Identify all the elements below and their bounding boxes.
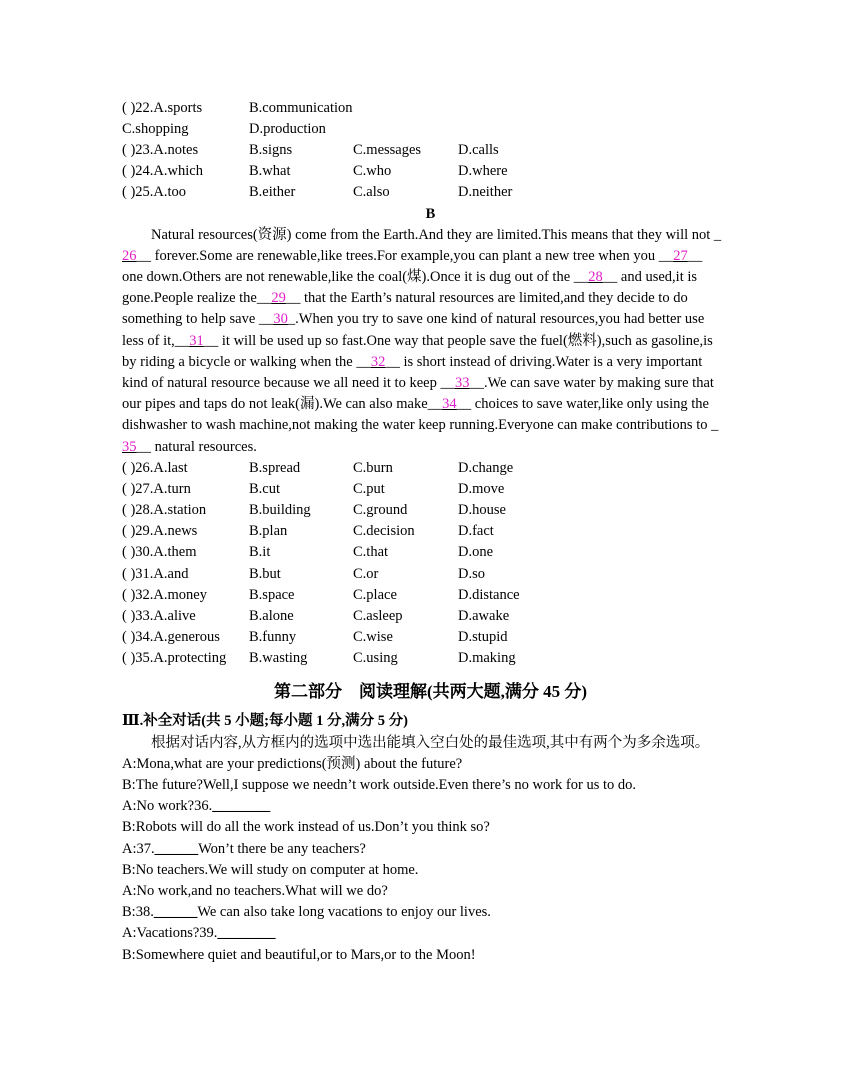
passage-line-5 <box>122 309 704 330</box>
option-b: B.spread <box>249 460 301 476</box>
dialogue-text: B:Somewhere quiet and beautiful,or to Mars,or to the Moon! <box>122 947 476 963</box>
option-b: B.plan <box>249 523 288 539</box>
blank-31: 31 <box>189 333 204 349</box>
option-d: D.so <box>458 566 485 582</box>
dialogue-text: A:No work?36. <box>122 798 213 814</box>
question-number: ( )24.A.which <box>122 163 203 179</box>
option-d: D.fact <box>458 523 494 539</box>
option-c: C.decision <box>353 523 415 539</box>
question-number: ( )25.A.too <box>122 184 187 200</box>
question-number: ( )22.A.sports <box>122 100 203 116</box>
dialogue-line <box>122 796 270 817</box>
option-c: C.ground <box>353 502 408 518</box>
option-d: D.change <box>458 460 514 476</box>
passage-text: our pipes and taps do not leak(漏).We can also make__ <box>122 396 443 412</box>
option-c: C.put <box>353 481 385 497</box>
option-c: C.asleep <box>353 608 403 624</box>
option-b: B.alone <box>249 608 294 624</box>
passage-text: kind of natural resource because we all need it to keep __ <box>122 375 455 391</box>
answer-blank-39: ________ <box>217 925 276 941</box>
option-c: C.also <box>353 184 390 200</box>
dialogue-text: B:The future?Well,I suppose we needn’t work outside.Even there’s no work for us to do. <box>122 777 636 793</box>
passage-line-1 <box>122 225 721 246</box>
option-c: C.or <box>353 566 379 582</box>
option-d: D.production <box>249 121 326 137</box>
option-d: D.move <box>458 481 505 497</box>
answer-blank-37: ______ <box>154 841 199 857</box>
dialogue-line <box>122 945 476 966</box>
passage-line-9 <box>122 394 709 415</box>
passage-line-10 <box>122 415 718 436</box>
passage-line-7 <box>122 352 702 373</box>
answer-blank-36: ________ <box>212 798 271 814</box>
blank-27: 27 <box>673 248 688 264</box>
passage-line-2 <box>122 246 702 267</box>
option-b: B.it <box>249 544 271 560</box>
blank-35: 35 <box>122 439 137 455</box>
option-c: C.wise <box>353 629 393 645</box>
question-number: ( )27.A.turn <box>122 481 191 497</box>
question-number: ( )26.A.last <box>122 460 188 476</box>
blank-29: 29 <box>271 290 286 306</box>
option-b: B.either <box>249 184 296 200</box>
passage-text: one down.Others are not renewable,like the coal(煤).Once it is dug out of the __ <box>122 269 589 285</box>
passage-line-8 <box>122 373 714 394</box>
blank-26: 26 <box>122 248 137 264</box>
blank-28: 28 <box>588 269 603 285</box>
passage-text: __ that the Earth’s natural resources are limited,and they decide to do <box>285 290 688 306</box>
passage-text: Natural resources(资源) come from the Earth.And they are limited.This means that they will not _ <box>151 227 722 243</box>
option-d: D.calls <box>458 142 499 158</box>
dialogue-text: A:No work,and no teachers.What will we do? <box>122 883 388 899</box>
option-b: B.wasting <box>249 650 308 666</box>
answer-blank-38: ______ <box>153 904 198 920</box>
dialogue-text: We can also take long vacations to enjoy our lives. <box>197 904 491 920</box>
passage-line-11 <box>122 437 257 458</box>
dialogue-text: B:Robots will do all the work instead of us.Don’t you think so? <box>122 819 490 835</box>
option-d: D.distance <box>458 587 520 603</box>
passage-text: less of it,__ <box>122 333 190 349</box>
passage-line-4 <box>122 288 688 309</box>
section-b-heading: B <box>425 206 436 222</box>
dialogue-line <box>122 817 490 838</box>
question-number: ( )23.A.notes <box>122 142 199 158</box>
passage-text: something to help save __ <box>122 311 274 327</box>
passage-text: gone.People realize the__ <box>122 290 272 306</box>
blank-32: 32 <box>370 354 386 370</box>
option-b: B.communication <box>249 100 353 116</box>
option-d: D.one <box>458 544 494 560</box>
dialogue-line <box>122 881 388 902</box>
passage-line-3 <box>122 267 697 288</box>
option-b: B.space <box>249 587 295 603</box>
dialogue-line <box>122 923 275 944</box>
passage-text: dishwasher to wash machine,not making the water keep running.Everyone can make contributions to _ <box>122 417 719 433</box>
option-c: C.messages <box>353 142 422 158</box>
dialogue-text: A:Vacations?39. <box>122 925 218 941</box>
option-b: B.but <box>249 566 281 582</box>
dialogue-line <box>122 754 462 775</box>
question-number: ( )28.A.station <box>122 502 207 518</box>
dialogue-text: A:Mona,what are your predictions(预测) about the future? <box>122 756 463 772</box>
section-3-instructions: 根据对话内容,从方框内的选项中选出能填入空白处的最佳选项,其中有两个为多余选项。 <box>151 735 710 751</box>
question-number: ( )33.A.alive <box>122 608 196 624</box>
question-number: ( )34.A.generous <box>122 629 220 645</box>
blank-33: 33 <box>454 375 470 391</box>
blank-30: 30 <box>273 311 288 327</box>
question-number: ( )32.A.money <box>122 587 207 603</box>
passage-text: __ is short instead of driving.Water is a very important <box>385 354 703 370</box>
option-b: B.signs <box>249 142 293 158</box>
dialogue-line <box>122 839 366 860</box>
option-b: B.building <box>249 502 311 518</box>
option-d: D.house <box>458 502 506 518</box>
dialogue-text: A:37. <box>122 841 155 857</box>
passage-text: __ forever.Some are renewable,like trees.For example,you can plant a new tree when you __ <box>136 248 674 264</box>
passage-text: __ <box>687 248 703 264</box>
option-d: D.stupid <box>458 629 508 645</box>
dialogue-text: B:No teachers.We will study on computer at home. <box>122 862 419 878</box>
option-c: C.burn <box>353 460 393 476</box>
dialogue-text: Won’t there be any teachers? <box>198 841 366 857</box>
option-c: C.who <box>353 163 392 179</box>
blank-34: 34 <box>442 396 457 412</box>
question-number: ( )31.A.and <box>122 566 189 582</box>
dialogue-line <box>122 775 636 796</box>
section-3-title: Ⅲ.补全对话(共 5 小题;每小题 1 分,满分 5 分) <box>122 713 408 729</box>
option-b: B.what <box>249 163 291 179</box>
passage-text: __ choices to save water,like only using the <box>456 396 709 412</box>
passage-line-6 <box>122 331 713 352</box>
dialogue-line <box>122 902 491 923</box>
question-number: ( )35.A.protecting <box>122 650 227 666</box>
question-number: ( )29.A.news <box>122 523 198 539</box>
passage-text: __.We can save water by making sure that <box>469 375 714 391</box>
option-d: D.neither <box>458 184 513 200</box>
option-d: D.awake <box>458 608 510 624</box>
dialogue-text: B:38. <box>122 904 154 920</box>
part-two-title: 第二部分 阅读理解(共两大题,满分 45 分) <box>273 682 588 701</box>
question-number: ( )30.A.them <box>122 544 197 560</box>
passage-text: __ it will be used up so fast.One way that people save the fuel(燃料),such as gasoline,is <box>203 333 713 349</box>
option-c: C.shopping <box>122 121 189 137</box>
option-b: B.cut <box>249 481 281 497</box>
option-d: D.making <box>458 650 516 666</box>
option-c: C.using <box>353 650 398 666</box>
passage-text: __ natural resources. <box>136 439 257 455</box>
option-c: C.that <box>353 544 389 560</box>
option-c: C.place <box>353 587 397 603</box>
passage-text: by riding a bicycle or walking when the __ <box>122 354 371 370</box>
option-b: B.funny <box>249 629 297 645</box>
passage-text: __ and used,it is <box>602 269 698 285</box>
dialogue-line <box>122 860 418 881</box>
option-d: D.where <box>458 163 508 179</box>
passage-text: _.When you try to save one kind of natural resources,you had better use <box>287 311 705 327</box>
